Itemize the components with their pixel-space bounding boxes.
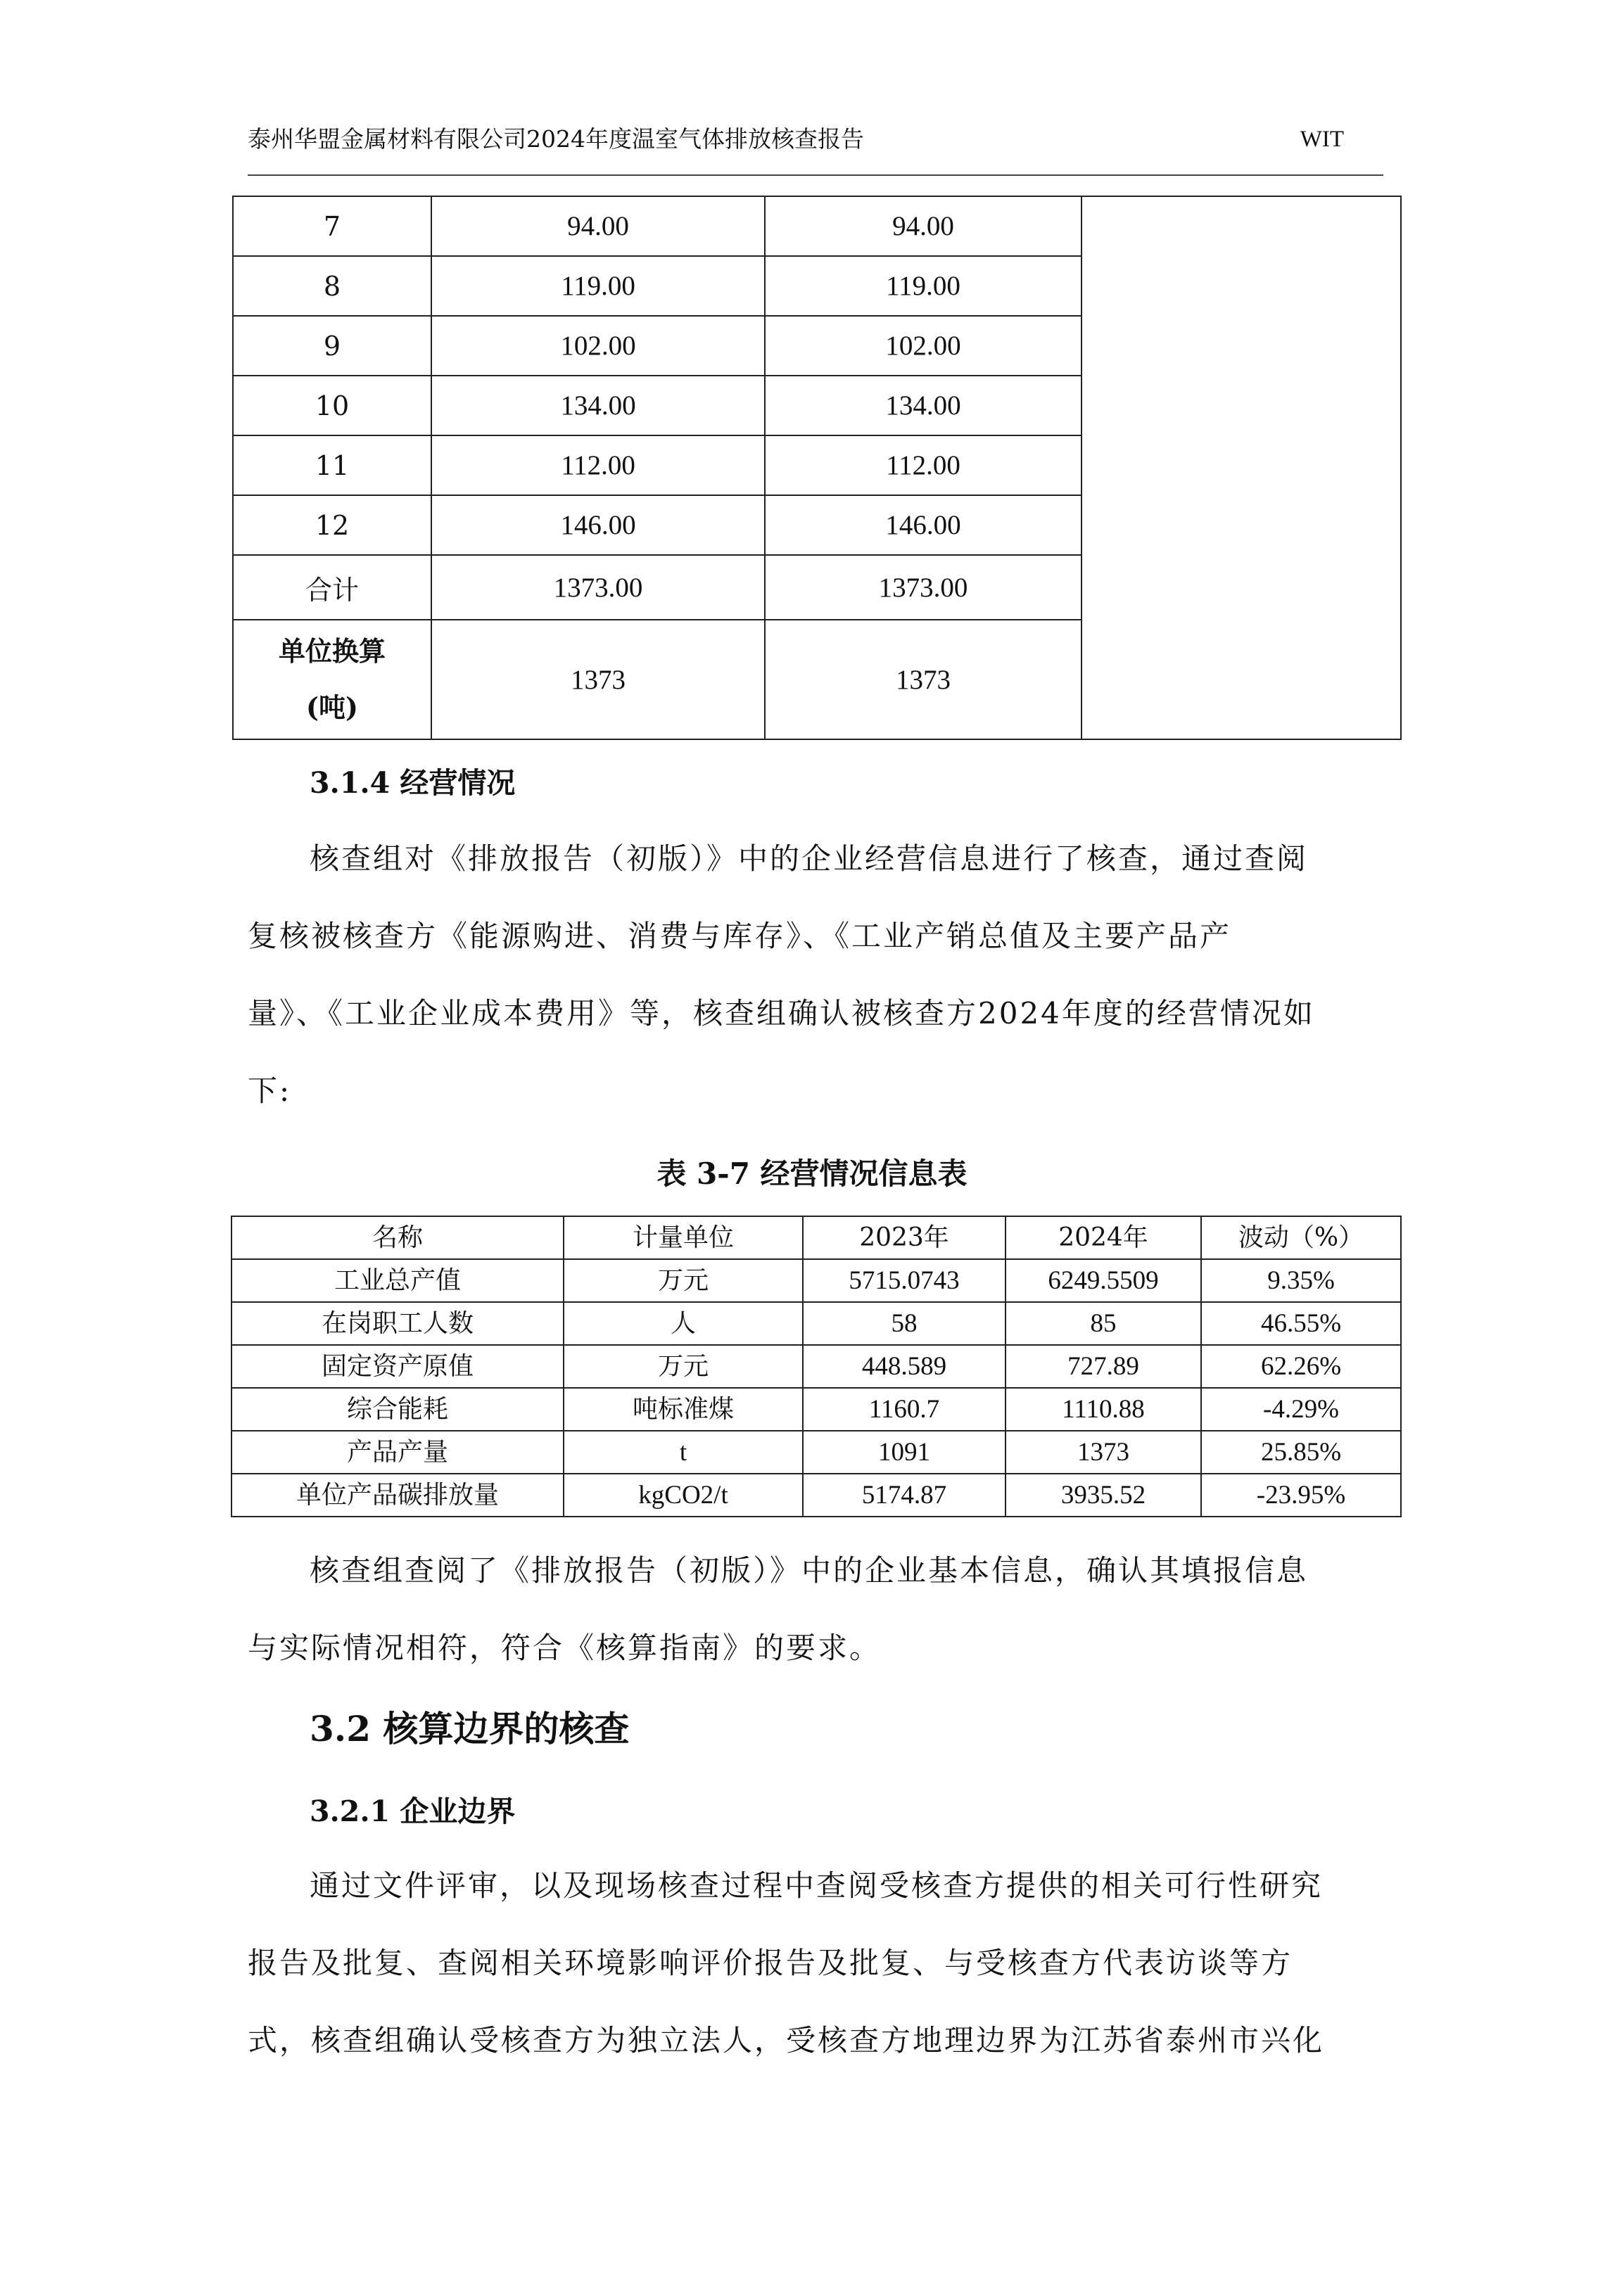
unit-label (233, 620, 431, 739)
table-row (231, 1345, 1401, 1388)
value-2024: 3935.52 (1006, 1474, 1201, 1517)
value-cell: 112.00 (765, 435, 1081, 495)
section-heading-3-1-4: 3.1.4 经营情况 (310, 766, 516, 800)
value-cell: 146.00 (431, 495, 765, 555)
item-unit: kgCO2/t (564, 1474, 803, 1517)
change-percent: 25.85% (1201, 1431, 1401, 1474)
change-percent: 46.55% (1201, 1302, 1401, 1345)
value-cell: 94.00 (431, 196, 765, 256)
value-2023: 1160.7 (803, 1388, 1006, 1431)
table-row (231, 1431, 1401, 1474)
value-cell: 119.00 (765, 256, 1081, 316)
total-label: 合计 (233, 555, 431, 620)
paragraph-line: 下: (248, 1073, 292, 1108)
month-cell: 8 (233, 256, 431, 316)
item-unit: 人 (564, 1302, 803, 1345)
paragraph-line: 报告及批复、查阅相关环境影响评价报告及批复、与受核查方代表访谈等方 (248, 1946, 1293, 1980)
item-name: 在岗职工人数 (231, 1302, 564, 1345)
month-cell: 9 (233, 316, 431, 376)
change-percent: -23.95% (1201, 1474, 1401, 1517)
item-unit: 吨标准煤 (564, 1388, 803, 1431)
paragraph-line: 式，核查组确认受核查方为独立法人，受核查方地理边界为江苏省泰州市兴化 (248, 2023, 1325, 2058)
item-name: 产品产量 (231, 1431, 564, 1474)
column-header: 波动（%） (1201, 1216, 1401, 1259)
paragraph-line: 核查组对《排放报告（初版）》中的企业经营信息进行了核查，通过查阅 (310, 841, 1309, 876)
column-header: 计量单位 (564, 1216, 803, 1259)
value-2024: 6249.5509 (1006, 1259, 1201, 1302)
table-row (233, 196, 1401, 256)
header-mark: WIT (1300, 127, 1344, 152)
month-cell: 11 (233, 435, 431, 495)
paragraph-line: 核查组查阅了《排放报告（初版）》中的企业基本信息，确认其填报信息 (310, 1553, 1309, 1588)
table-header-row (231, 1216, 1401, 1259)
value-2024: 85 (1006, 1302, 1201, 1345)
month-cell: 7 (233, 196, 431, 256)
column-header: 名称 (231, 1216, 564, 1259)
header-title: 泰州华盟金属材料有限公司2024年度温室气体排放核查报告 (248, 125, 864, 153)
paragraph-line: 通过文件评审，以及现场核查过程中查阅受核查方提供的相关可行性研究 (310, 1868, 1324, 1903)
value-cell: 134.00 (431, 376, 765, 435)
item-name: 固定资产原值 (231, 1345, 564, 1388)
table-row (231, 1474, 1401, 1517)
table-row (231, 1302, 1401, 1345)
unit-value: 1373 (765, 620, 1081, 739)
value-cell: 102.00 (431, 316, 765, 376)
unit-value: 1373 (431, 620, 765, 739)
value-2023: 5174.87 (803, 1474, 1006, 1517)
value-2023: 5715.0743 (803, 1259, 1006, 1302)
value-2024: 727.89 (1006, 1345, 1201, 1388)
change-percent: 9.35% (1201, 1259, 1401, 1302)
value-2023: 1091 (803, 1431, 1006, 1474)
section-heading-3-2-1: 3.2.1 企业边界 (310, 1794, 516, 1828)
value-cell: 102.00 (765, 316, 1081, 376)
paragraph-line: 与实际情况相符，符合《核算指南》的要求。 (248, 1631, 882, 1665)
unit-label-line1: 单位换算 (278, 635, 386, 667)
item-unit: t (564, 1431, 803, 1474)
column-header: 2024年 (1006, 1216, 1201, 1259)
month-cell: 10 (233, 376, 431, 435)
monthly-output-table (232, 196, 1402, 740)
value-cell: 146.00 (765, 495, 1081, 555)
change-percent: 62.26% (1201, 1345, 1401, 1388)
table-row (231, 1388, 1401, 1431)
column-header: 2023年 (803, 1216, 1006, 1259)
value-cell: 94.00 (765, 196, 1081, 256)
section-heading-3-2: 3.2 核算边界的核查 (310, 1708, 630, 1749)
change-percent: -4.29% (1201, 1388, 1401, 1431)
value-2023: 448.589 (803, 1345, 1006, 1388)
paragraph-line: 量》、《工业企业成本费用》等，核查组确认被核查方2024年度的经营情况如 (248, 996, 1315, 1031)
empty-cell (1081, 196, 1401, 739)
table-caption: 表 3-7 经营情况信息表 (656, 1156, 968, 1191)
value-cell: 112.00 (431, 435, 765, 495)
total-value: 1373.00 (765, 555, 1081, 620)
value-2024: 1373 (1006, 1431, 1201, 1474)
value-2024: 1110.88 (1006, 1388, 1201, 1431)
item-name: 综合能耗 (231, 1388, 564, 1431)
paragraph-line: 复核被核查方《能源购进、消费与库存》、《工业产销总值及主要产品产 (248, 919, 1232, 953)
business-info-table (231, 1216, 1402, 1517)
unit-label-line2: (吨) (306, 691, 358, 723)
value-cell: 119.00 (431, 256, 765, 316)
table-row (231, 1259, 1401, 1302)
page-header (248, 121, 1383, 176)
total-value: 1373.00 (431, 555, 765, 620)
item-unit: 万元 (564, 1259, 803, 1302)
item-name: 单位产品碳排放量 (231, 1474, 564, 1517)
month-cell: 12 (233, 495, 431, 555)
item-unit: 万元 (564, 1345, 803, 1388)
value-2023: 58 (803, 1302, 1006, 1345)
value-cell: 134.00 (765, 376, 1081, 435)
item-name: 工业总产值 (231, 1259, 564, 1302)
